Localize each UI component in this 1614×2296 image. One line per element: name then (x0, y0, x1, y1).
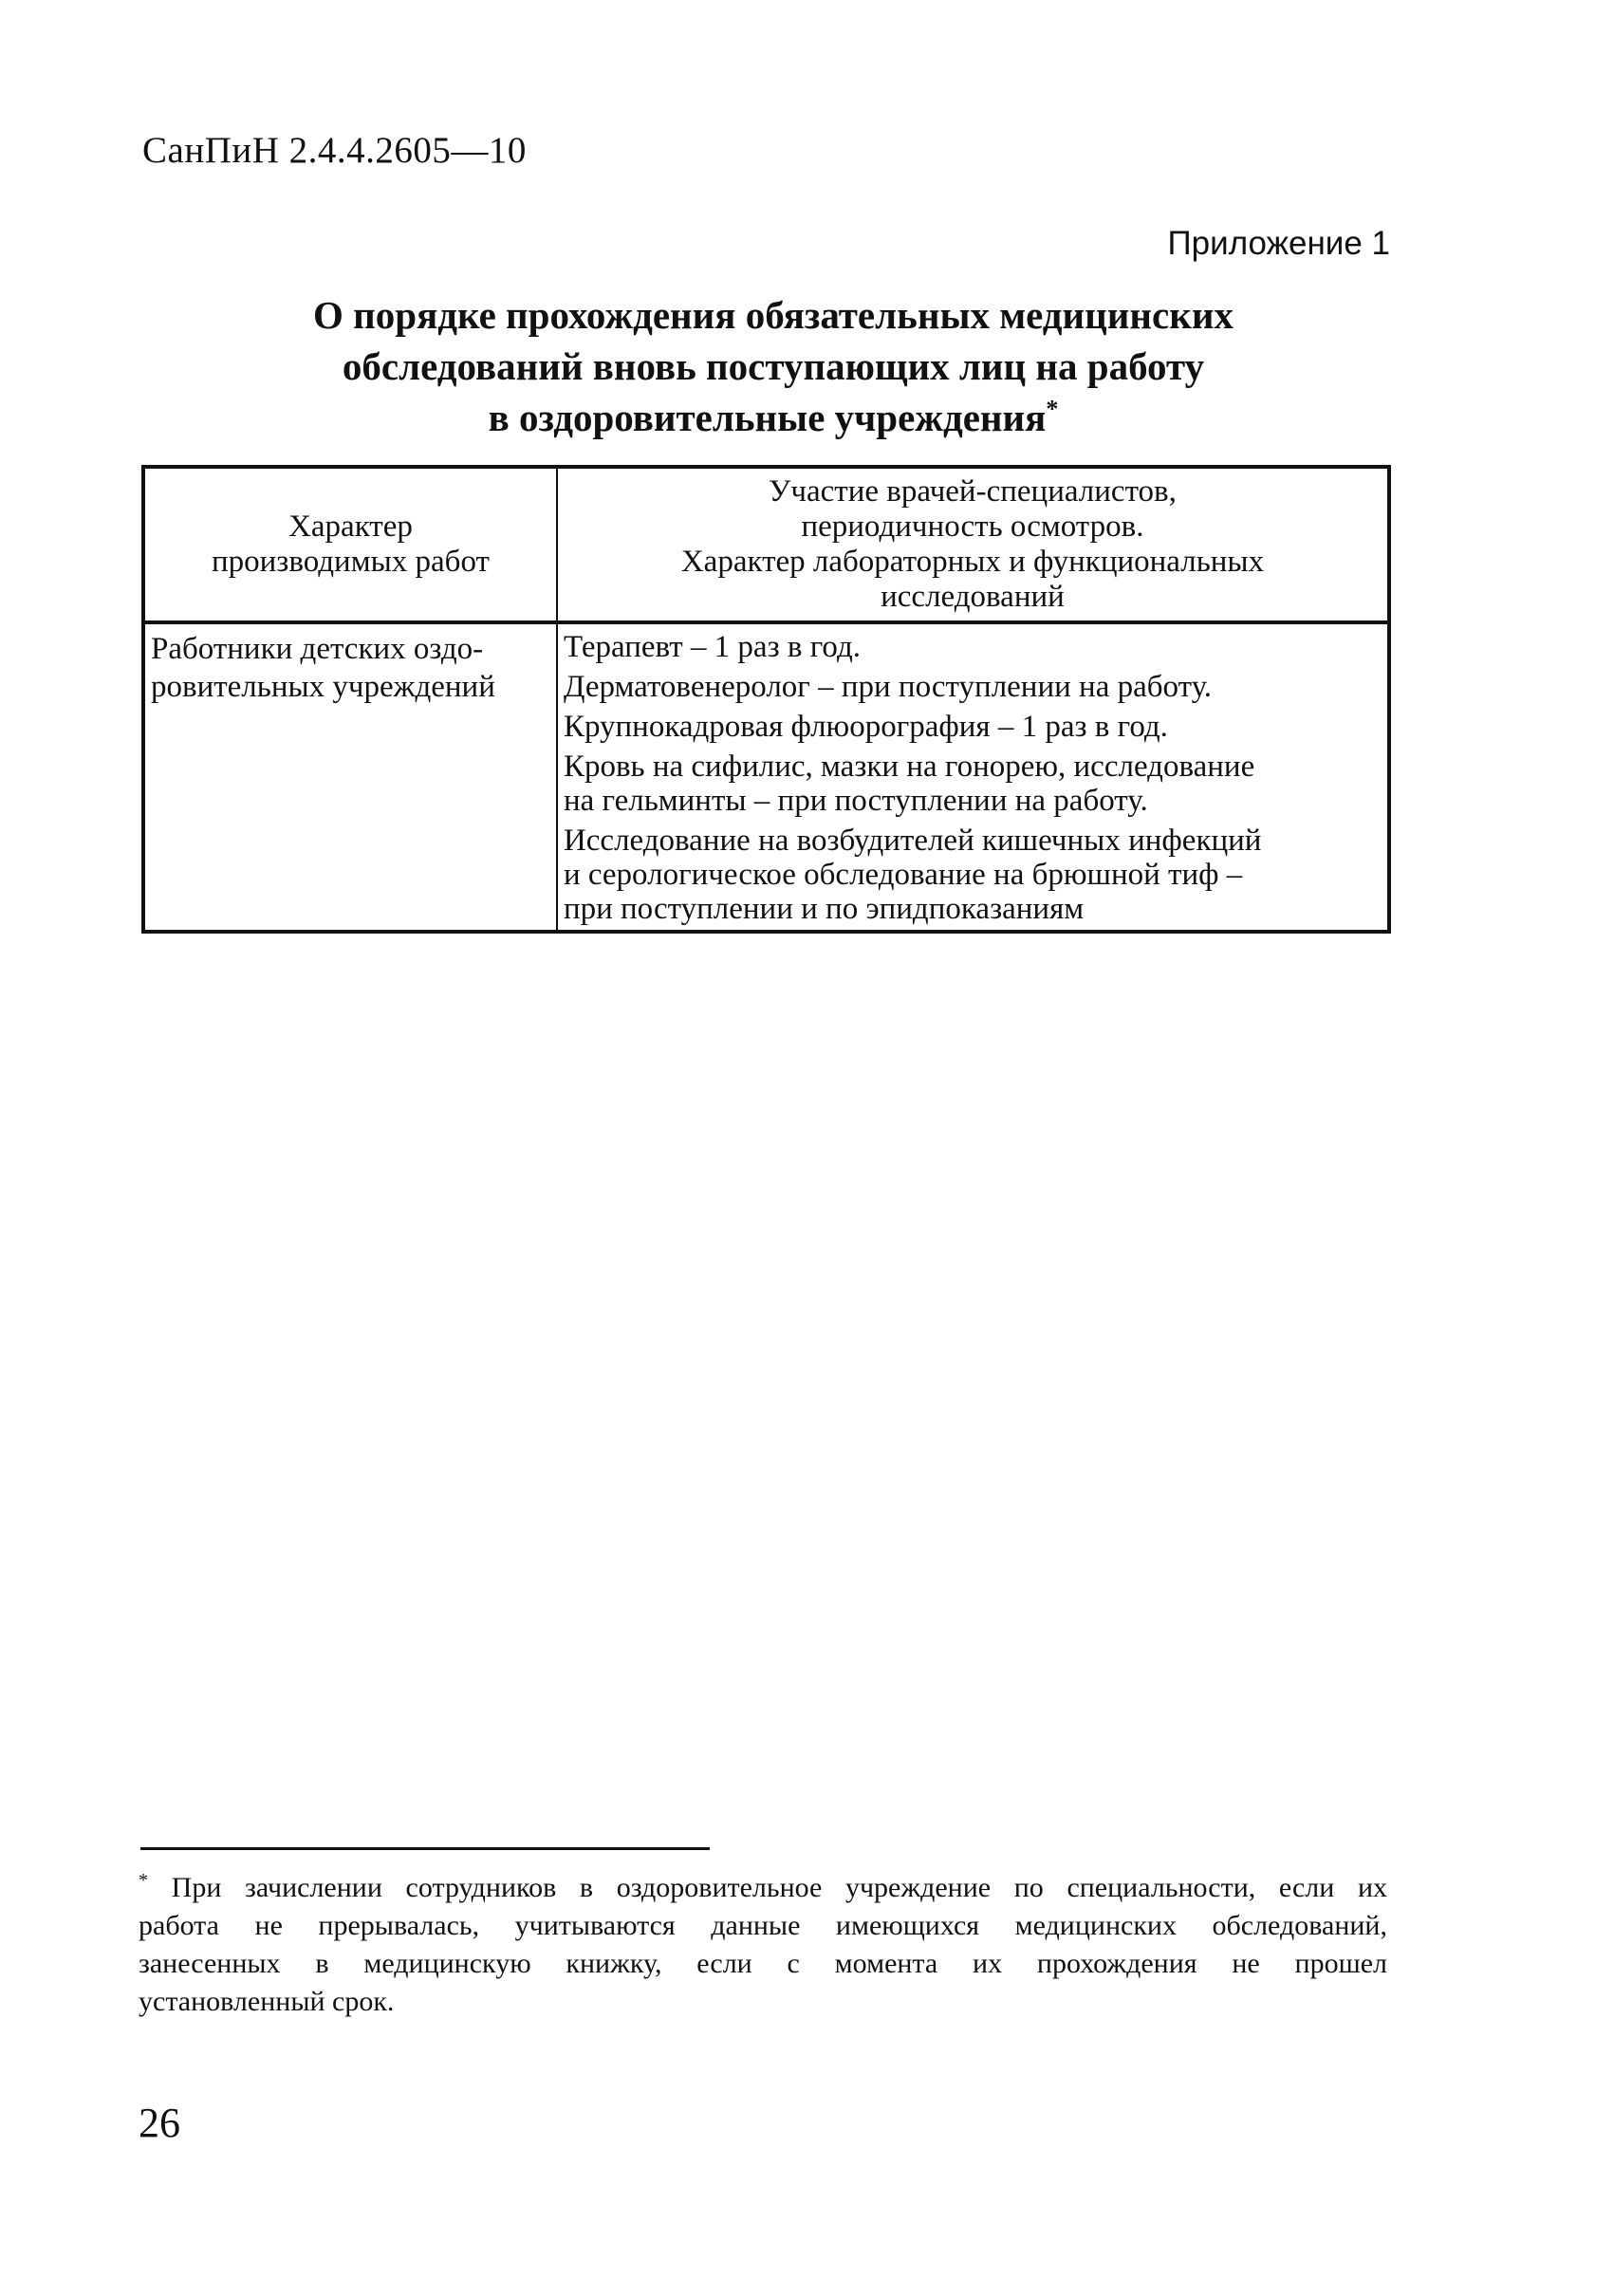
cell-specialists (557, 622, 1389, 932)
header-line: исследований (881, 580, 1065, 614)
cell-line: Работники детских оздо- (151, 632, 484, 666)
footnote-mark: * (139, 1870, 148, 1891)
column-header-specialists (557, 467, 1389, 622)
footnote-divider (140, 1847, 710, 1850)
column-header-work-type (143, 467, 557, 622)
header-line: Характер (288, 509, 413, 544)
page-number: 26 (139, 2100, 180, 2146)
medical-exam-table (141, 465, 1391, 934)
footnote (139, 1869, 1387, 2021)
header-line: Участие врачей-специалистов, (769, 474, 1177, 509)
exam-item (564, 818, 1382, 926)
exam-item (564, 664, 1382, 704)
exam-item-line: Дерматовенеролог – при поступлении на работу. (563, 670, 1213, 704)
page-title (152, 289, 1395, 443)
title-line: обследований вновь поступающих лиц на работу (342, 344, 1205, 388)
footnote-line-text: При зачислении сотрудников в оздоровительное учреждение по специальности, если их (171, 1872, 1387, 1903)
footnote-line: работа не прерывалась, учитываются данные имеющихся медицинских обследований, (139, 1910, 1387, 1941)
exam-item-line: Кровь на сифилис, мазки на гонорею, исследование (563, 750, 1255, 784)
exam-item-line: при поступлении и по эпидпоказаниям (563, 892, 1085, 926)
table-header-row (143, 467, 1389, 622)
footnote-line: установленный срок. (139, 1986, 395, 2017)
title-line-text: в оздоровительные учреждения (488, 396, 1047, 439)
exam-item-line: Исследование на возбудителей кишечных инфекций (563, 824, 1262, 858)
footnote-line: занесенных в медицинскую книжку, если с момента их прохождения не прошел (139, 1948, 1387, 1979)
exam-item (564, 744, 1382, 818)
header-line: Характер лабораторных и функциональных (680, 545, 1265, 579)
exam-item (564, 624, 1382, 664)
cell-work-type (143, 622, 557, 932)
header-line: периодичность осмотров. (801, 509, 1144, 544)
footnote-line (139, 1869, 1387, 1907)
title-line (152, 392, 1395, 443)
table-row (143, 622, 1389, 932)
running-head: СанПиН 2.4.4.2605—10 (142, 130, 527, 171)
title-footnote-mark: * (1046, 395, 1059, 423)
cell-line: ровительных учреждений (151, 670, 495, 704)
exam-item-line: Крупнокадровая флюорография – 1 раз в год. (563, 710, 1168, 744)
exam-item-line: Терапевт – 1 раз в год. (563, 630, 862, 664)
exam-item-line: на гельминты – при поступлении на работу. (563, 784, 1148, 818)
title-line: О порядке прохождения обязательных медицинских (313, 293, 1234, 337)
header-line: производимых работ (211, 545, 490, 579)
exam-item-line: и серологическое обследование на брюшной тиф – (563, 858, 1243, 892)
exam-item (564, 704, 1382, 744)
appendix-label: Приложение 1 (1167, 225, 1390, 262)
